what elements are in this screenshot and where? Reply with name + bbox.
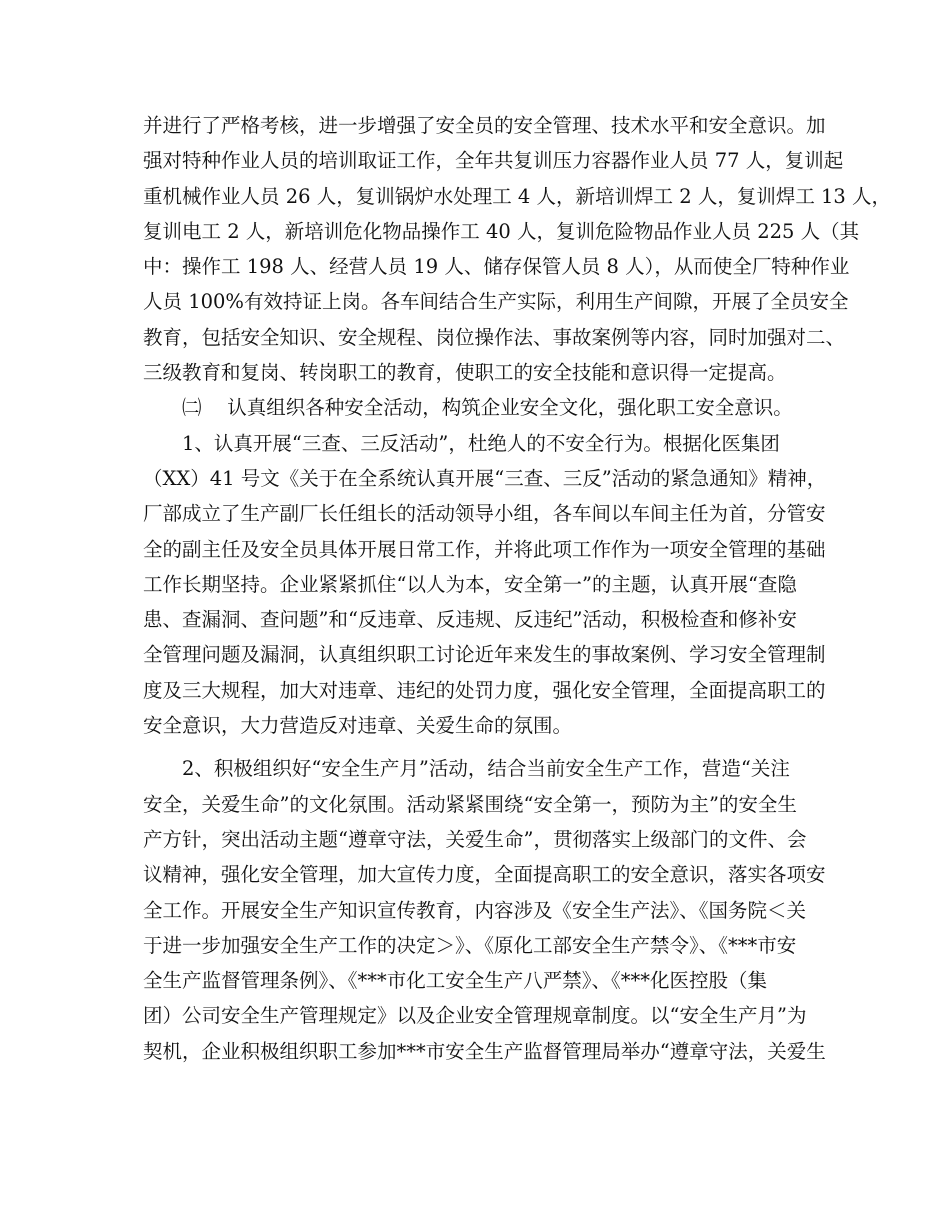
text-line: 于进一步加强安全生产工作的决定＞》、《原化工部安全生产禁令》、《***市安 [143,933,797,957]
text-line: 团）公司安全生产管理规定》以及企业安全管理规章制度。以“安全生产月”为 [143,1004,807,1028]
text-line: 教育，包括安全知识、安全规程、岗位操作法、事故案例等内容，同时加强对二、 [143,325,846,349]
text-line: 全工作。开展安全生产知识宣传教育，内容涉及《安全生产法》、《国务院＜关 [143,898,807,922]
text-line: 安全，关爱生命”的文化氛围。活动紧紧围绕“安全第一，预防为主”的安全生 [143,792,797,816]
text-line: 中：操作工 198 人、经营人员 19 人、储存保管人员 8 人），从而使全厂特种作业 [143,255,850,279]
text-line: 安全意识，大力营造反对违章、关爱生命的氛围。 [143,714,573,738]
text-line: 1、认真开展“三查、三反活动”，杜绝人的不安全行为。根据化医集团 [143,431,780,455]
paragraph-spacing [143,743,815,751]
text-line: （XX）41 号文《关于在全系统认真开展“三查、三反”活动的紧急通知》精神， [143,466,827,490]
text-line: 契机，企业积极组织职工参加***市安全生产监督管理局举办“遵章守法，关爱生 [143,1039,826,1063]
text-line: 厂部成立了生产副厂长任组长的活动领导小组，各车间以车间主任为首，分管安 [143,502,826,526]
text-line: 产方针，突出活动主题“遵章守法，关爱生命”，贯彻落实上级部门的文件、会 [143,827,807,851]
text-line: 重机械作业人员 26 人，复训锅炉水处理工 4 人，新培训焊工 2 人，复训焊工 13 人， [143,184,892,208]
text-line: 强对特种作业人员的培训取证工作，全年共复训压力容器作业人员 77 人，复训起 [143,149,844,173]
paragraph-safety-month [143,751,826,1069]
paragraph-training [143,108,892,390]
section-heading: ㈡ 认真组织各种安全活动，构筑企业安全文化，强化职工安全意识。 [143,396,793,420]
text-line: 人员 100%有效持证上岗。各车间结合生产实际，利用生产间隙，开展了全员安全 [143,290,849,314]
text-line: 度及三大规程，加大对违章、违纪的处罚力度，强化安全管理，全面提高职工的 [143,678,826,702]
text-line: 全的副主任及安全员具体开展日常工作，并将此项工作作为一项安全管理的基础 [143,537,826,561]
paragraph-three-checks [143,426,827,744]
text-line: 并进行了严格考核，进一步增强了安全员的安全管理、技术水平和安全意识。加 [143,114,826,137]
document-body [143,108,892,1069]
text-line: 议精神，强化安全管理，加大宣传力度，全面提高职工的安全意识，落实各项安 [143,863,826,887]
text-line: 患、查漏洞、查问题”和“反违章、反违规、反违纪”活动，积极检查和修补安 [143,608,797,632]
text-line: 全管理问题及漏洞，认真组织职工讨论近年来发生的事故案例、学习安全管理制 [143,643,826,667]
text-line: 复训电工 2 人，新培训危化物品操作工 40 人，复训危险物品作业人员 225 人（其 [143,219,860,243]
text-line: 三级教育和复岗、转岗职工的教育，使职工的安全技能和意识得一定提高。 [143,361,787,385]
text-line: 2、积极组织好“安全生产月”活动，结合当前安全生产工作，营造“关注 [143,757,790,781]
text-line: 工作长期坚持。企业紧紧抓住“以人为本，安全第一”的主题，认真开展“查隐 [143,572,797,596]
text-line: 全生产监督管理条例》、《***市化工安全生产八严禁》、《***化医控股（集 [143,969,768,993]
